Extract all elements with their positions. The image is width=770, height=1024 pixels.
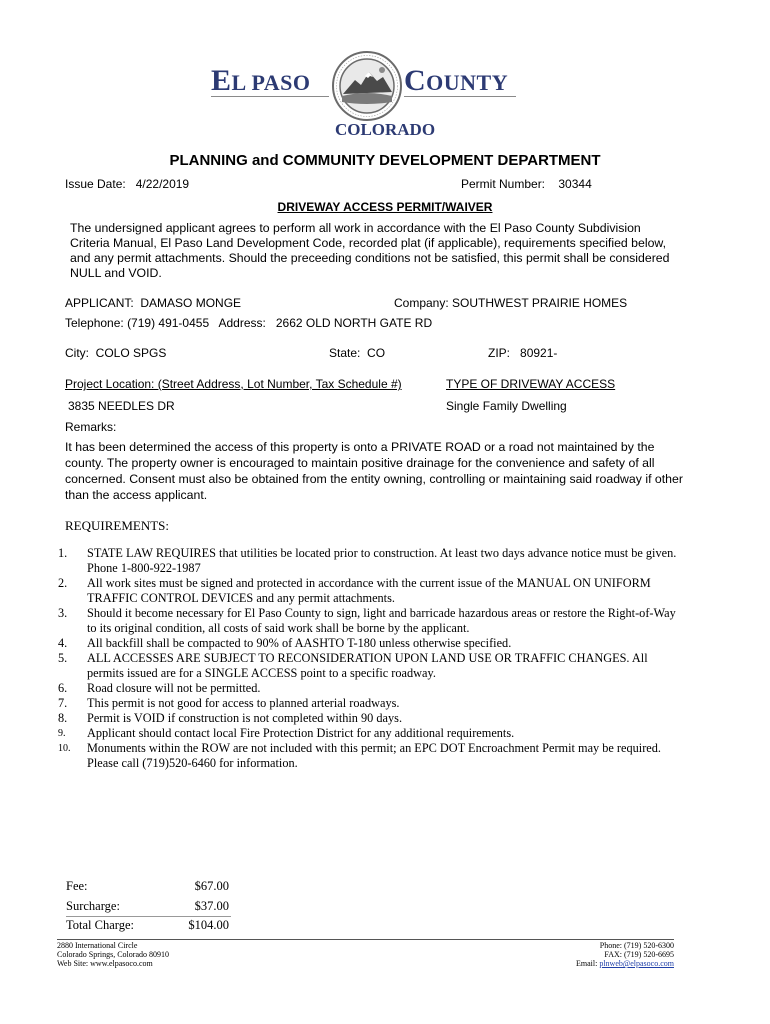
telephone-label: Telephone: — [65, 316, 124, 330]
permit-number-value: 30344 — [558, 177, 592, 191]
company-value: SOUTHWEST PRAIRIE HOMES — [452, 296, 628, 310]
state-row — [329, 346, 385, 360]
requirements-list — [58, 546, 678, 771]
requirement-item: 2. All work sites must be signed and protected in accordance with the current issue of the MANUAL ON UNIFORM TRAFFIC CONTROL DEVICES and any permit attachments. — [58, 576, 651, 605]
permit-number-label: Permit Number: — [461, 177, 546, 191]
driveway-type-value: Single Family Dwelling — [446, 399, 567, 413]
footer-email — [576, 959, 674, 968]
requirement-item: 5. ALL ACCESSES ARE SUBJECT TO RECONSIDERATION UPON LAND USE OR TRAFFIC CHANGES. All permits issued are for a SINGLE ACCESS point to a specific roadway. — [58, 651, 648, 680]
zip-row — [488, 346, 557, 360]
total-charge-value: $104.00 — [188, 918, 229, 932]
issue-date-label: Issue Date: — [65, 177, 126, 191]
zip-value: 80921- — [520, 346, 558, 360]
requirement-item: 9. Applicant should contact local Fire Protection District for any additional requirements. — [58, 726, 515, 740]
fee-value: $67.00 — [194, 879, 229, 893]
footer-phone-value: (719) 520-6300 — [624, 941, 674, 950]
fee-row — [66, 879, 229, 895]
permit-title: DRIVEWAY ACCESS PERMIT/WAIVER — [277, 200, 493, 214]
requirement-item: 6. Road closure will not be permitted. — [58, 681, 261, 695]
requirement-item: 8. Permit is VOID if construction is not completed within 90 days. — [58, 711, 403, 725]
company-label: Company: — [394, 296, 449, 310]
city-row — [65, 346, 166, 360]
requirements-heading: REQUIREMENTS: — [65, 518, 169, 533]
footer-email-link[interactable]: plnweb@elpasoco.com — [599, 959, 674, 968]
requirement-item: 10. Monuments within the ROW are not included with this permit; an EPC DOT Encroachment Permit may be required. Please call (719)520-6460 for information. — [58, 741, 661, 770]
surcharge-row — [66, 899, 229, 915]
zip-label: ZIP: — [488, 346, 511, 360]
footer-website-value[interactable]: www.elpasoco.com — [90, 959, 153, 968]
department-title: PLANNING and COMMUNITY DEVELOPMENT DEPARTMENT — [169, 152, 601, 169]
applicant-row — [65, 296, 241, 310]
logo-state-name: COLORADO — [334, 120, 436, 139]
logo-underline-right — [404, 96, 516, 97]
footer-phone-label: Phone: — [599, 941, 622, 950]
address-label: Address: — [218, 316, 266, 330]
surcharge-label: Surcharge: — [66, 899, 120, 913]
surcharge-value: $37.00 — [194, 899, 229, 913]
footer-phone — [576, 941, 674, 950]
footer-rule — [57, 939, 674, 940]
address-value: 2662 OLD NORTH GATE RD — [275, 316, 433, 330]
footer-address-line1: 2880 International Circle — [57, 941, 138, 950]
footer-website — [57, 959, 169, 968]
total-charge-label: Total Charge: — [66, 918, 134, 932]
project-location-value: 3835 NEEDLES DR — [68, 399, 175, 413]
fee-label: Fee: — [66, 879, 88, 893]
footer-fax-value: (719) 520-6695 — [624, 950, 674, 959]
footer-address-line2: Colorado Springs, Colorado 80910 — [57, 950, 169, 959]
remarks-text: It has been determined the access of this property is onto a PRIVATE ROAD or a road not maintained by the county. The property owner is encouraged to maintain positive drainage for the convenience and safety of all concerned. Consent must also be obtained from the entity owning, controlling or maintaining said roadway if other than the access applicant. — [65, 440, 683, 502]
requirement-item: 1. STATE LAW REQUIRES that utilities be located prior to construction. At least two days advance notice must be given. Phone 1-800-922-1987 — [58, 546, 677, 575]
footer-fax — [576, 950, 674, 959]
city-value: COLO SPGS — [95, 346, 167, 360]
permit-number-row — [461, 177, 592, 191]
city-label: City: — [65, 346, 89, 360]
logo-underline-left — [211, 96, 329, 97]
requirement-item: 3. Should it become necessary for El Paso County to sign, light and barricade hazardous areas or restore the Right-of-Way to its original condition, all costs of said work shall be borne by the applicant. — [58, 606, 676, 635]
remarks-label: Remarks: — [65, 420, 117, 434]
requirement-item: 4. All backfill shall be compacted to 90% of AASHTO T-180 unless otherwise specified. — [58, 636, 512, 650]
applicant-label: APPLICANT: — [65, 296, 134, 310]
footer-fax-label: FAX: — [604, 950, 622, 959]
state-label: State: — [329, 346, 361, 360]
logo-word-el-paso: EL PASO — [211, 64, 311, 97]
project-location-label: Project Location: (Street Address, Lot Number, Tax Schedule #) — [65, 377, 402, 391]
intro-paragraph: The undersigned applicant agrees to perform all work in accordance with the El Paso County Subdivision Criteria Manual, El Paso Land Development Code, recorded plat (if applicable), requirements specified below, and any permit attachments. Should the preceeding conditions not be satisfied, this permit shall be considered NULL and VOID. — [70, 221, 670, 280]
requirement-item: 7. This permit is not good for access to planned arterial roadways. — [58, 696, 400, 710]
total-charge-row — [66, 918, 229, 934]
footer-contact — [576, 941, 674, 968]
fee-divider — [66, 916, 231, 917]
footer-email-label: Email: — [575, 959, 598, 968]
telephone-value: (719) 491-0455 — [127, 316, 210, 330]
issue-date-value: 4/22/2019 — [135, 177, 190, 191]
telephone-row — [65, 316, 432, 330]
state-value: CO — [367, 346, 386, 360]
issue-date-row — [65, 177, 189, 191]
logo-word-county: COUNTY — [404, 64, 509, 97]
company-row — [394, 296, 627, 310]
driveway-type-label: TYPE OF DRIVEWAY ACCESS — [446, 377, 616, 391]
county-seal-icon — [331, 50, 403, 122]
applicant-value: DAMASO MONGE — [140, 296, 242, 310]
footer-website-label: Web Site: — [57, 959, 89, 968]
footer-address — [57, 941, 169, 968]
